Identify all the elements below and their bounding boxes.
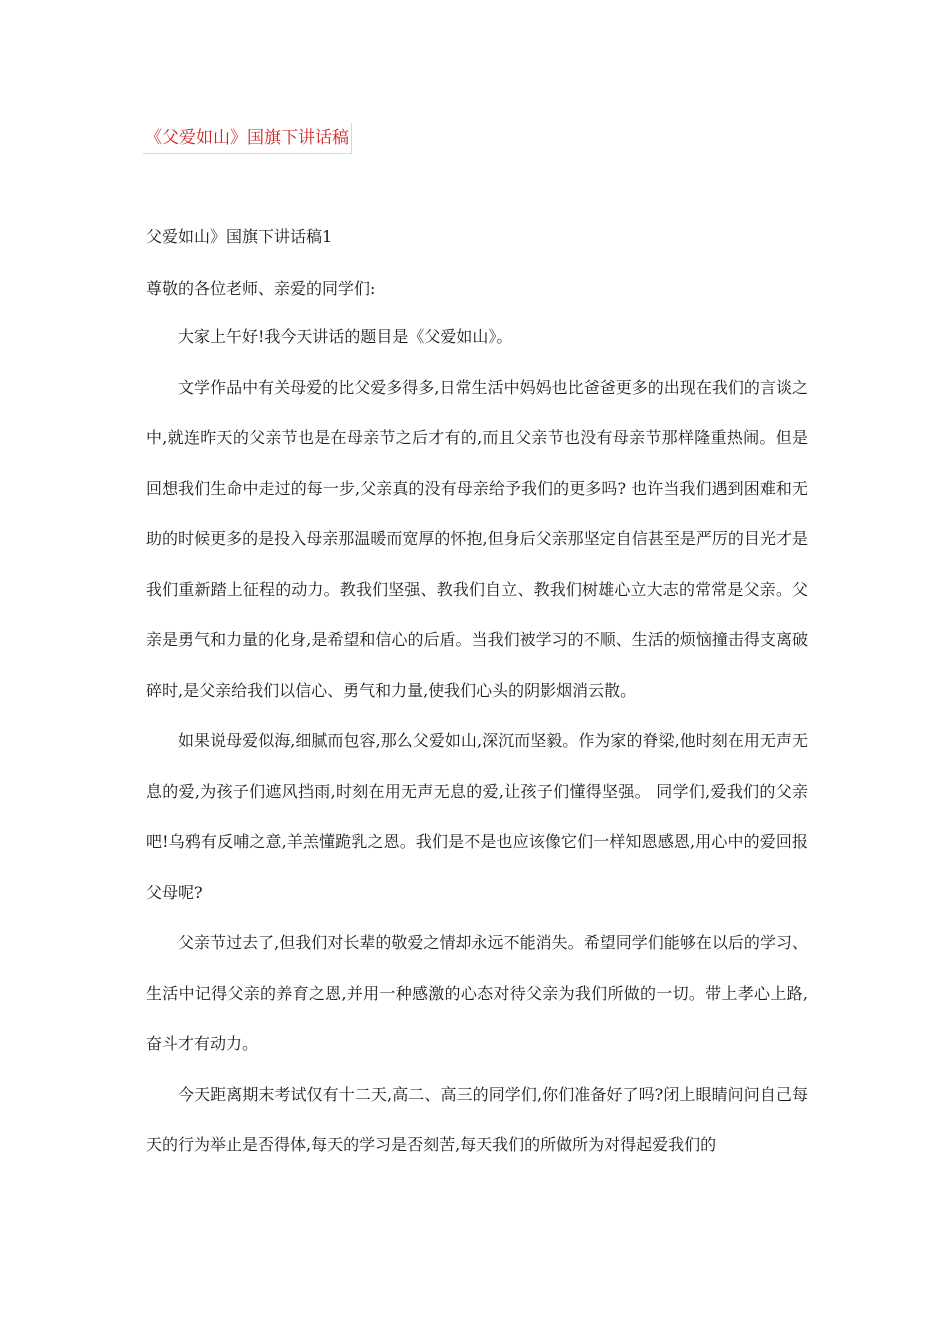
document-title: 《父爱如山》国旗下讲话稿 [143, 123, 352, 154]
paragraph-father-love: 文学作品中有关母爱的比父爱多得多,日常生活中妈妈也比爸爸更多的出现在我们的言谈之中,就连昨天的父亲节也是在母亲节之后才有的,而且父亲节也没有母亲节那样隆重热闹。但是回想我们生命中走过的每一步,父亲真的没有母亲给予我们的更多吗? 也许当我们遇到困难和无助的时候更多的是投入母亲那温暖而宽厚的怀抱,但身后父亲那坚定自信甚至是严厉的目光才是我们重新踏上征程的动力。教我们坚强、教我们自立、教我们树雄心立大志的常常是父亲。父亲是勇气和力量的化身,是希望和信心的后盾。当我们被学习的不顺、生活的烦恼撞击得支离破碎时,是父亲给我们以信心、勇气和力量,使我们心头的阴影烟消云散。 [146, 377, 808, 700]
paragraph-fathers-day: 父亲节过去了,但我们对长辈的敬爱之情却永远不能消失。希望同学们能够在以后的学习、生活中记得父亲的养育之恩,并用一种感激的心态对待父亲为我们所做的一切。带上孝心上路,奋斗才有动力。 [146, 933, 808, 1053]
speech-body [146, 312, 808, 1171]
salutation: 尊敬的各位老师、亲爱的同学们: [146, 279, 376, 298]
paragraph-exam: 今天距离期末考试仅有十二天,高二、高三的同学们,你们准备好了吗?闭上眼睛问问自己每天的行为举止是否得体,每天的学习是否刻苦,每天我们的所做所为对得起爱我们的 [146, 1084, 808, 1154]
paragraph-opening: 大家上午好!我今天讲话的题目是《父爱如山》。 [178, 327, 513, 346]
section-heading: 父爱如山》国旗下讲话稿1 [146, 227, 333, 246]
paragraph-mountain: 如果说母爱似海,细腻而包容,那么父爱如山,深沉而坚毅。作为家的脊梁,他时刻在用无声无息的爱,为孩子们遮风挡雨,时刻在用无声无息的爱,让孩子们懂得坚强。 同学们,爱我们的父亲吧!乌鸦有反哺之意,羊羔懂跪乳之恩。我们是不是也应该像它们一样知恩感恩,用心中的爱回报父母呢? [146, 731, 808, 902]
